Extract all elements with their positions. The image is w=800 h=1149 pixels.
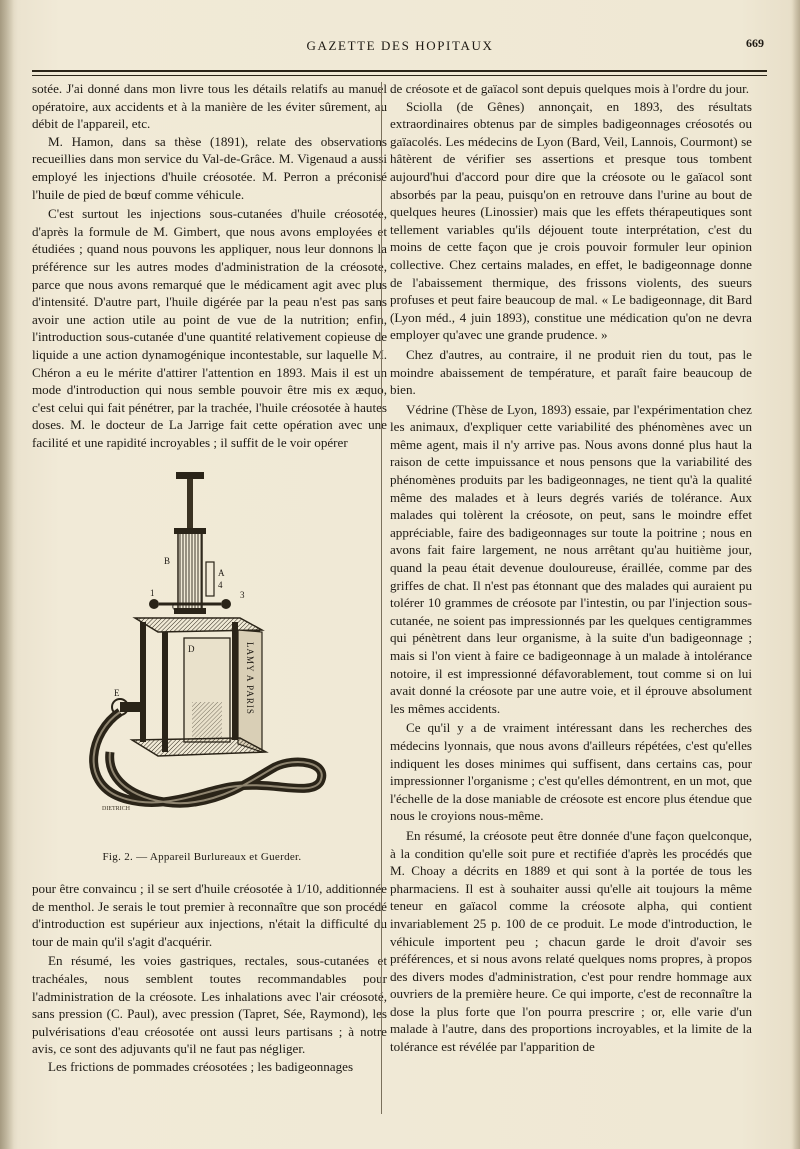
pump-cylinder xyxy=(178,530,202,612)
right-column xyxy=(390,80,752,1056)
svg-text:E: E xyxy=(114,688,120,698)
figure-caption: Fig. 2. — Appareil Burlureaux et Guerder. xyxy=(102,851,302,863)
paragraph: pour être convaincu ; il se sert d'huile créosotée à 1/10, additionnée de menthol. Je serais le tout premier à reconnaître que son procédé d'introduction est supérieur aux injections, n'était la difficulté du tour de main qu'il s'agit d'acquérir. xyxy=(32,881,387,949)
paragraph: de créosote et de gaïacol sont depuis quelques mois à l'ordre du jour. xyxy=(390,81,750,96)
page-number: 669 xyxy=(746,36,764,50)
paragraph: En résumé, la créosote peut être donnée d'une façon quelconque, à la condition qu'elle soit pure et rectifiée d'après les procédés que M. Choay a décrits en 1889 et qui sont à la portée de tous les pharmaciens. Il est à souhaiter aussi qu'elle ait toujours la même teneur en gaïacol comme la créosote alpha, qui contient invariablement 25 p. 100 de ce produit. Le mode d'introduction, le véhicule importent peu ; chacun garde le droit d'avoir ses préférences, et si nous avons relaté quelques noms propres, à propos des divers modes d'administration, c'est pour rendre hommage aux ouvriers de la première heure. Ce qui importe, c'est de reconnaître la dose la plus forte que l'on pourra prescrire ; or, elle varie d'un malade à l'autre, dans des proportions incroyables, et la limite de la tolérance est révélée par l'apparition de xyxy=(390,827,752,1055)
spine-shadow xyxy=(0,0,14,1149)
paragraph: Védrine (Thèse de Lyon, 1893) essaie, par l'expérimentation chez les animaux, d'expliquer cette variabilité des phénomènes avec un même agent, mais il n'y arrive pas. Nous avons donné plus haut la raison de cette impuissance et nous pensons que la variabilité des phénomènes produits par les badigeonnages, ne tient qu'à la qualité même des malades et à leurs degrés variés de tolérance. Aux malades qui tolèrent la créosote, on peut, sans le moindre effet appréciable, faire des badigeonnages sur toute la poitrine ; nous en avons fait faire largement, ne nous arrêtant qu'au huitième jour, quand la peau était devenue douloureuse, éraillée, comme par des griffes de chat. Il n'est pas étonnant que des malades qui auraient pu tolérer 10 grammes de créosote par l'intestin, ou par l'injection sous-cutanée, ne soient pas impressionnés par les quelques centigrammes qui pénètrent dans leur organisme, à la suite d'un badigeonnage ; mais si l'on vient à faire ce badigeonnage à un malade à intolérance notoire, il est impressionné défavorablement, tout comme si on lui avait donné la créosote par une autre voie, et il éprouve absolument les mêmes accidents. xyxy=(390,401,752,716)
paragraph: C'est surtout les injections sous-cutanées d'huile créosotée, d'après la formule de M. Gimbert, que nous avons employées et étudiées ; quand nous pouvons les appliquer, nous leur donnons la préférence sur les autres modes d'administration de la créosote, parce que nous avons remarqué que le médicament agit avec plus d'intensité. D'autre part, l'huile digérée par la peau n'est pas sans avoir une action utile au point de vue de la nutrition; enfin, l'introduction sous-cutanée d'une quantité relativement copieuse de liquide a une action dynamogénique incontestable, sur laquelle M. Chéron a eu le mérite d'attirer l'attention en 1893. Mais il est un mode d'introduction qui nous semble pouvoir être mis ex æquo, c'est celui qui fait pénétrer, par la trachée, l'huile créosotée à hautes doses. M. le docteur de La Jarrige fait cette opération avec une facilité et une rapidité incroyables ; il suffit de le voir opérer xyxy=(32,206,387,450)
paragraph: Sciolla (de Gênes) annonçait, en 1893, des résultats extraordinaires obtenus par de simples badigeonnages créosotés ou gaïacolés. Les médecins de Lyon (Bard, Veil, Lannois, Courmont) se hâtèrent de vérifier ses assertions et presque tous tombent aujourd'hui d'accord pour dire que la créosote ou le gaïacol sont absorbés par la peau, puisqu'on en retrouve dans l'urine au bout de quelques heures (Linossier) mais que les effets thérapeutiques sont tellement variables qu'ils déjouent toute interprétation, c'est du moins de cette façon que je crois pouvoir formuler leur opinion collective. Chez certains malades, en effet, le badigeonnage donne de l'abaissement thermique, des frissons violents, des sueurs profuses et peut faire beaucoup de mal. « Le badigeonnage, dit Bard (Lyon méd., 4 juin 1893), constitue une médication qu'on ne devra employer qu'avec une grande prudence. » xyxy=(390,98,752,343)
plunger-rod xyxy=(187,479,193,531)
paragraph: En résumé, les voies gastriques, rectales, sous-cutanées et trachéales, nous semblent toutes recommandables pour l'administration de la créosote. Les inhalations avec l'air créosoté, sans pression (C. Paul), avec pression (Tapret, Sée, Raymond), les pulvérisations d'eau créosotée ont aussi leurs partisans ; à notre avis, ce sont des adjuvants qu'il ne faut pas négliger. xyxy=(32,953,387,1057)
svg-text:1: 1 xyxy=(150,588,155,598)
engraver-signature: DIETRICH xyxy=(102,806,130,812)
header-rule-thin xyxy=(32,75,767,76)
paragraph: Chez d'autres, au contraire, il ne produit rien du tout, pas le moindre abaissement de température, et paraît faire beaucoup de bien. xyxy=(390,346,752,398)
svg-text:4: 4 xyxy=(218,580,223,590)
header-rule-thick xyxy=(32,70,767,72)
svg-text:B: B xyxy=(164,556,171,566)
page-header xyxy=(30,36,770,58)
plunger-handle xyxy=(176,472,204,479)
svg-text:D: D xyxy=(188,644,195,654)
svg-text:3: 3 xyxy=(240,590,245,600)
svg-text:C: C xyxy=(172,602,179,612)
paragraph: Les frictions de pommades créosotées ; les badigeonnages xyxy=(48,1058,354,1074)
apparatus-engraving xyxy=(80,462,340,842)
page-edge-shadow xyxy=(792,0,800,1149)
device-inscription: LAMY A PARIS xyxy=(245,642,255,715)
paragraph: M. Hamon, dans sa thèse (1891), relate des observations recueillies dans mon service du Val-de-Grâce. M. Vigenaud a aussi employé les injections d'huile créosotée. M. Perron a préconisé l'huile de pied de bœuf comme véhicule. xyxy=(32,133,387,202)
left-column-top xyxy=(32,80,387,451)
left-column-bottom xyxy=(32,880,387,1076)
column-divider xyxy=(381,82,382,1114)
figure-apparatus-illustration xyxy=(80,462,340,842)
paragraph: Ce qu'il y a de vraiment intéressant dans les recherches des médecins lyonnais, que nous avons d'ailleurs répétées, c'est qu'elles indiquent les doses minimes qui suffisent, dans certains cas, pour impressionner l'organisme ; c'est qu'elles démontrent, en un mot, que l'échelle de la dose maniable de créosote est encore plus étendue que nous le croyions nous-même. xyxy=(390,720,752,824)
running-title: GAZETTE DES HOPITAUX xyxy=(306,38,494,53)
svg-text:A: A xyxy=(218,568,225,578)
paragraph: sotée. J'ai donné dans mon livre tous les détails relatifs au manuel opératoire, aux accidents et à la manière de les éviter sûrement, au débit de l'appareil, etc. xyxy=(32,81,387,132)
